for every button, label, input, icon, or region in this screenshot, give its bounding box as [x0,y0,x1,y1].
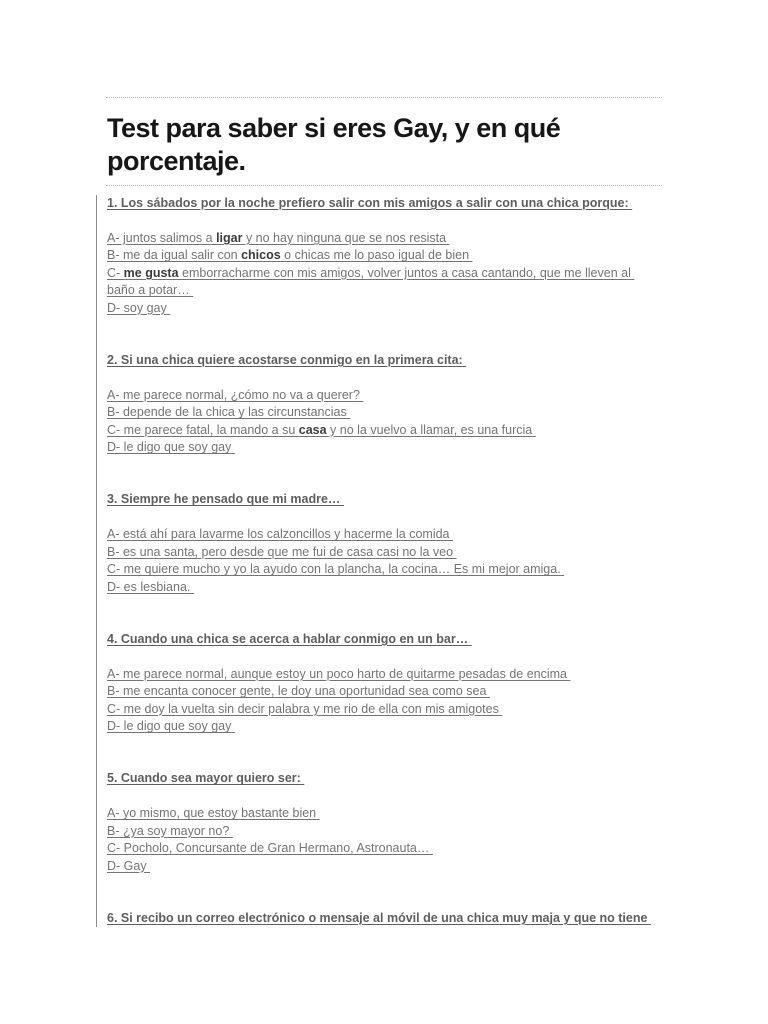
title-rule-bottom [106,185,662,186]
option-1-c [107,265,662,282]
option-5-a [107,805,662,822]
option-2-c-text [107,423,536,437]
option-1-c-continued [107,282,662,299]
option-1-b [107,247,662,264]
title-rule-top [106,97,662,98]
question-2 [107,352,662,457]
questionnaire [96,195,662,927]
option-1-b-text [107,248,473,262]
question-2-heading [107,352,662,369]
option-4-a [107,666,662,683]
option-3-d [107,579,662,596]
question-1-heading [107,195,662,212]
option-4-b [107,683,662,700]
option-5-b-text: B- ¿ya soy mayor no? [107,823,230,838]
option-1-a [107,230,662,247]
option-2-c-emphasis: casa [298,422,327,437]
question-4-options [107,666,662,736]
option-3-a [107,526,662,543]
option-1-a-emphasis: ligar [216,230,243,245]
option-1-a-lead: A- juntos salimos a [107,230,217,245]
question-4-heading [107,631,662,648]
option-1-c-continued-text: baño a potar… [107,283,190,298]
option-4-d-text: D- le digo que soy gay [107,719,232,734]
option-2-d-text: D- le digo que soy gay [107,440,232,455]
question-2-text: 2. Si una chica quiere acostarse conmigo en la primera cita: [107,352,463,367]
option-1-a-tail: y no hay ninguna que se nos resista [242,230,447,245]
question-3-options [107,526,662,596]
option-1-d-text: D- soy gay [107,300,167,315]
option-4-a-text: A- me parece normal, aunque estoy un poco harto de quitarme pesadas de encima [107,666,567,681]
question-4 [107,631,662,736]
option-4-b-text: B- me encanta conocer gente, le doy una oportunidad sea como sea [107,684,487,699]
option-1-b-tail: o chicas me lo paso igual de bien [280,248,470,263]
option-2-b [107,404,662,421]
option-3-d-text: D- es lesbiana. [107,579,191,594]
option-5-d [107,858,662,875]
option-1-b-lead: B- me da igual salir con [107,248,242,263]
option-5-c-text: C- Pocholo, Concursante de Gran Hermano, Astronauta… [107,841,430,856]
question-5 [107,770,662,875]
option-3-c [107,561,662,578]
option-2-d [107,439,662,456]
option-3-a-text: A- está ahí para lavarme los calzoncillos y hacerme la comida [107,527,450,542]
question-1-text: 1. Los sábados por la noche prefiero salir con mis amigos a salir con una chica porque: [107,196,629,210]
question-1-options [107,230,662,317]
option-4-d [107,718,662,735]
option-2-c-tail: y no la vuelvo a llamar, es una furcia [326,422,533,437]
option-1-c-emphasis: me gusta [123,265,179,280]
option-2-c [107,422,662,439]
question-3 [107,491,662,596]
question-2-options [107,387,662,457]
option-2-a-text: A- me parece normal, ¿cómo no va a querer? [107,387,360,402]
option-5-c [107,840,662,857]
option-1-c-text [107,266,634,280]
question-1 [107,195,662,317]
question-6-text: 6. Si recibo un correo electrónico o mensaje al móvil de una chica muy maja y que no tiene [107,910,648,925]
option-4-c-text: C- me doy la vuelta sin decir palabra y me rio de ella con mis amigotes [107,701,499,716]
option-1-d [107,300,662,317]
option-3-c-text: C- me quiere mucho y yo la ayudo con la plancha, la cocina… Es mi mejor amiga. [107,562,561,577]
question-3-text: 3. Siempre he pensado que mi madre… [107,492,341,507]
option-2-b-text: B- depende de la chica y las circunstancias [107,405,347,420]
question-5-heading [107,770,662,787]
option-3-b [107,544,662,561]
question-6-heading [107,910,662,927]
question-4-text: 4. Cuando una chica se acerca a hablar conmigo en un bar… [107,631,469,646]
document-title: Test para saber si eres Gay, y en qué porcentaje. [107,113,561,176]
option-5-b [107,823,662,840]
option-5-d-text: D- Gay [107,858,147,873]
question-3-heading [107,491,662,508]
option-2-c-lead: C- me parece fatal, la mando a su [107,422,299,437]
option-1-a-text [107,231,450,245]
question-5-text: 5. Cuando sea mayor quiero ser: [107,771,301,786]
option-4-c [107,701,662,718]
question-5-options [107,805,662,875]
option-2-a [107,387,662,404]
option-1-c-lead: C- [107,265,124,280]
option-1-b-emphasis: chicos [241,248,281,263]
question-6 [107,910,662,927]
option-1-c-tail: emborracharme con mis amigos, volver juntos a casa cantando, que me lleven al [178,265,631,280]
option-5-a-text: A- yo mismo, que estoy bastante bien [107,806,317,821]
option-3-b-text: B- es una santa, pero desde que me fui de casa casi no la veo [107,544,454,559]
